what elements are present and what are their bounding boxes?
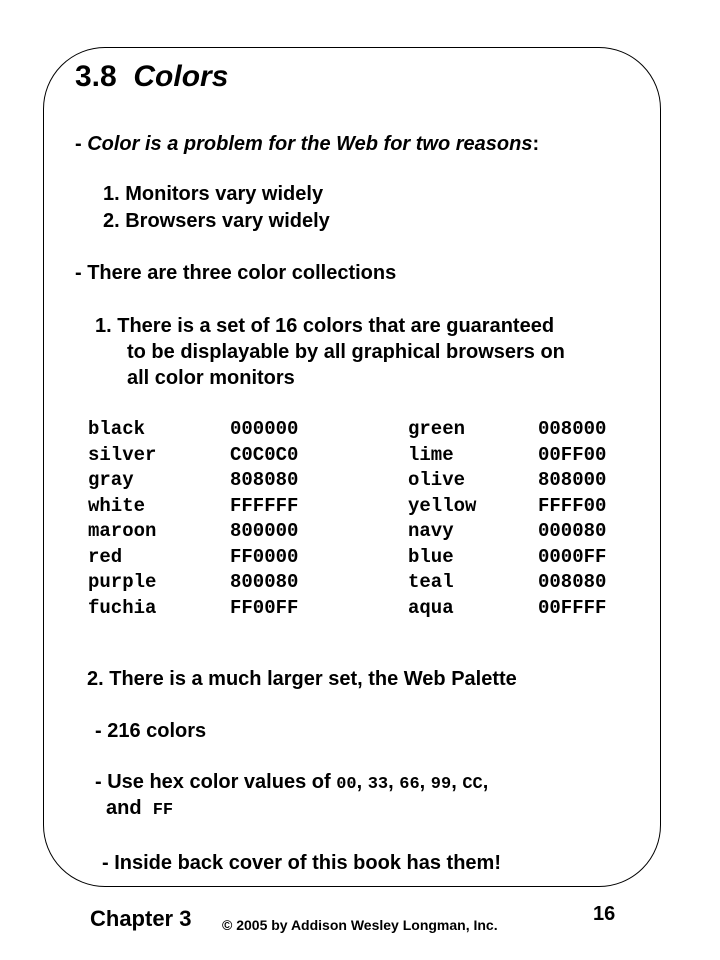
color-name: yellow [408, 494, 477, 517]
set1-line-3: all color monitors [127, 367, 295, 389]
color-name: green [408, 418, 466, 440]
hex-and: and [106, 797, 142, 819]
hex-code: FF [152, 801, 174, 820]
hex-code: 66 [399, 775, 420, 794]
title-text: Colors [133, 60, 229, 93]
color-hex: FFFFFF [230, 494, 299, 517]
hex-code: 99 [430, 775, 452, 794]
color-name: aqua [408, 596, 454, 619]
color-name: red [88, 545, 123, 568]
color-hex: C0C0C0 [230, 443, 299, 466]
color-name: olive [408, 469, 466, 491]
color-hex: 008080 [538, 571, 607, 593]
intro-dash: - [75, 133, 88, 155]
inside-cover-line: - Inside back cover of this book has them! [102, 852, 501, 874]
collections-heading: - There are three color collections [75, 262, 397, 284]
color-hex: 00FF00 [538, 443, 607, 466]
color-hex: 000080 [538, 520, 607, 542]
color-hex: 008000 [538, 418, 607, 440]
color-hex: 0000FF [538, 545, 607, 568]
color-name: gray [88, 469, 134, 491]
set1-line-1: 1. There is a set of 16 colors that are guaranteed [95, 315, 555, 337]
color-name: navy [408, 520, 454, 542]
hex-prefix: - Use hex color values of [95, 771, 337, 793]
color-hex: FFFF00 [538, 494, 607, 517]
color-hex: FF00FF [230, 596, 299, 619]
intro-line [75, 133, 539, 156]
set2-line: 2. There is a much larger set, the Web Palette [87, 668, 517, 690]
hex-line: - Use hex color values of 00, 33, 66, 99, CC, [95, 771, 489, 794]
reason-2: 2. Browsers vary widely [103, 210, 330, 232]
count-line: - 216 colors [95, 720, 207, 742]
footer-chapter: Chapter 3 [90, 906, 192, 931]
color-hex: 808000 [538, 469, 607, 491]
color-name: purple [88, 571, 157, 593]
color-name: teal [408, 571, 454, 593]
page-number: 16 [593, 903, 616, 925]
footer-copyright: © 2005 by Addison Wesley Longman, Inc. [222, 917, 498, 933]
color-name: maroon [88, 520, 157, 542]
intro-colon: : [532, 133, 540, 155]
color-name: blue [408, 545, 454, 568]
color-hex: 800000 [230, 520, 299, 542]
slide-title [75, 60, 228, 94]
hex-code: 00 [336, 775, 357, 794]
set1-line-2: to be displayable by all graphical browsers on [127, 341, 565, 363]
color-name: black [88, 418, 146, 440]
color-name: lime [408, 443, 454, 466]
color-name: silver [88, 443, 157, 466]
reason-1: 1. Monitors vary widely [103, 183, 324, 205]
color-hex: FF0000 [230, 545, 299, 568]
hex-code: 33 [367, 775, 389, 794]
color-hex: 808080 [230, 469, 299, 491]
color-name: fuchia [88, 596, 157, 619]
title-number: 3.8 [75, 60, 117, 93]
intro-text: Color is a problem for the Web for two reasons [87, 133, 533, 155]
color-hex: 00FFFF [538, 596, 607, 619]
slide-frame [43, 47, 661, 887]
color-hex: 000000 [230, 418, 299, 440]
hex-line-2 [106, 797, 173, 820]
hex-code: CC [462, 775, 483, 794]
color-name: white [88, 494, 146, 517]
color-hex: 800080 [230, 571, 299, 593]
